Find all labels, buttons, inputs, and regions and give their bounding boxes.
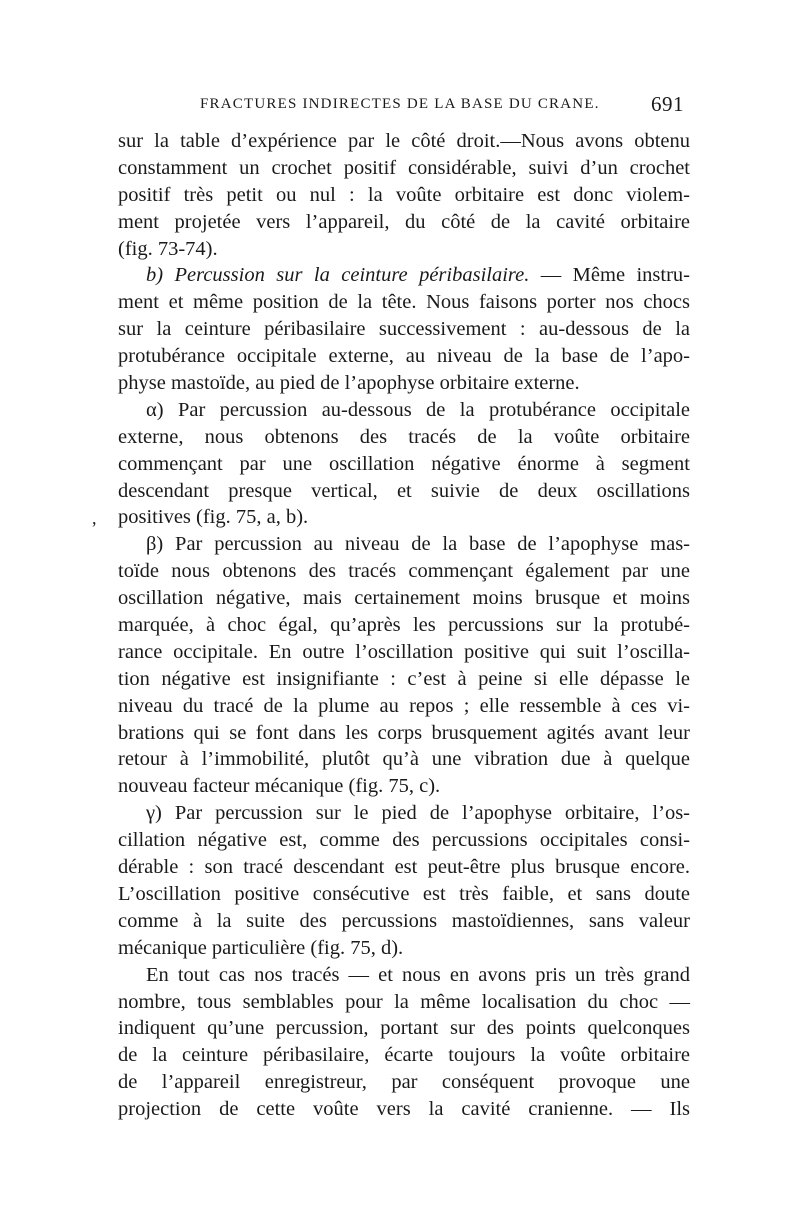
text-line: retour à l’immobilité, plutôt qu’à une vibration due à quelque <box>118 748 690 771</box>
text-line: indiquent qu’une percussion, portant sur des points quelconques <box>118 1017 690 1040</box>
margin-mark: , <box>92 508 97 528</box>
subheading-b-label: b) <box>146 264 164 287</box>
text-line: toïde nous obtenons des tracés commençant également par une <box>118 560 690 583</box>
text-line: β) Par percussion au niveau de la base de l’apophyse mas- <box>146 533 690 556</box>
subheading-line-b <box>118 262 690 289</box>
text-line: de l’appareil enregistreur, par conséquent provoque une <box>118 1071 690 1094</box>
text-line: L’oscillation positive consécutive est très faible, et sans doute <box>118 882 690 905</box>
text-line: cillation négative est, comme des percussions occipitales consi- <box>118 829 690 852</box>
text-line: sur la ceinture péribasilaire successivement : au-dessous de la <box>118 318 690 341</box>
text-line: constamment un crochet positif considérable, suivi d’un crochet <box>118 156 690 179</box>
subheading-b-title: Percussion sur la ceinture péribasilaire. <box>174 264 530 287</box>
text-line: descendant presque vertical, et suivie de deux oscillations <box>118 479 690 502</box>
body-text <box>118 128 690 1123</box>
text-line: sur la table d’expérience par le côté droit.—Nous avons obtenu <box>118 130 690 152</box>
text-line: brations qui se font dans les corps brusquement agités avant leur <box>118 721 690 744</box>
text-line: externe, nous obtenons des tracés de la voûte orbitaire <box>118 425 690 448</box>
text-line: comme à la suite des percussions mastoïdiennes, sans valeur <box>118 909 690 932</box>
text-line: rance occipitale. En outre l’oscillation positive qui suit l’oscilla- <box>118 640 690 663</box>
text-line: ment et même position de la tête. Nous faisons porter nos chocs <box>118 291 690 314</box>
text-line: commençant par une oscillation négative énorme à segment <box>118 452 690 475</box>
text-line: dérable : son tracé descendant est peut-être plus brusque encore. <box>118 856 690 879</box>
subheading-b-rest: — Même instru- <box>529 264 690 287</box>
text-line: En tout cas nos tracés — et nous en avons pris un très grand <box>146 963 690 986</box>
text-line: tion négative est insignifiante : c’est à peine si elle dépasse le <box>118 667 690 690</box>
text-line: oscillation négative, mais certainement moins brusque et moins <box>118 587 690 610</box>
text-line: marquée, à choc égal, qu’après les percussions sur la protubé- <box>118 614 690 637</box>
text-line: mécanique particulière (fig. 75, d). <box>118 936 404 959</box>
text-line: nombre, tous semblables pour la même localisation du choc — <box>118 990 690 1013</box>
text-line: positif très petit ou nul : la voûte orbitaire est donc violem- <box>118 183 690 206</box>
text-line: niveau du tracé de la plume au repos ; elle ressemble à ces vi- <box>118 694 690 717</box>
text-line: physe mastoïde, au pied de l’apophyse orbitaire externe. <box>118 372 580 395</box>
text-line: de la ceinture péribasilaire, écarte toujours la voûte orbitaire <box>118 1044 690 1067</box>
text-line: γ) Par percussion sur le pied de l’apophyse orbitaire, l’os- <box>146 802 690 825</box>
page-number: 691 <box>651 92 684 116</box>
text-line: nouveau facteur mécanique (fig. 75, c). <box>118 775 441 798</box>
text-line: protubérance occipitale externe, au niveau de la base de l’apo- <box>118 345 690 368</box>
text-line: projection de cette voûte vers la cavité cranienne. — Ils <box>118 1098 690 1121</box>
text-line: α) Par percussion au-dessous de la protubérance occipitale <box>146 398 690 421</box>
text-line: ment projetée vers l’appareil, du côté de la cavité orbitaire <box>118 210 690 233</box>
text-line: positives (fig. 75, a, b). <box>118 506 309 529</box>
running-title: FRACTURES INDIRECTES DE LA BASE DU CRANE. <box>200 96 600 112</box>
text-line: (fig. 73-74). <box>118 237 218 260</box>
running-header <box>118 92 688 118</box>
